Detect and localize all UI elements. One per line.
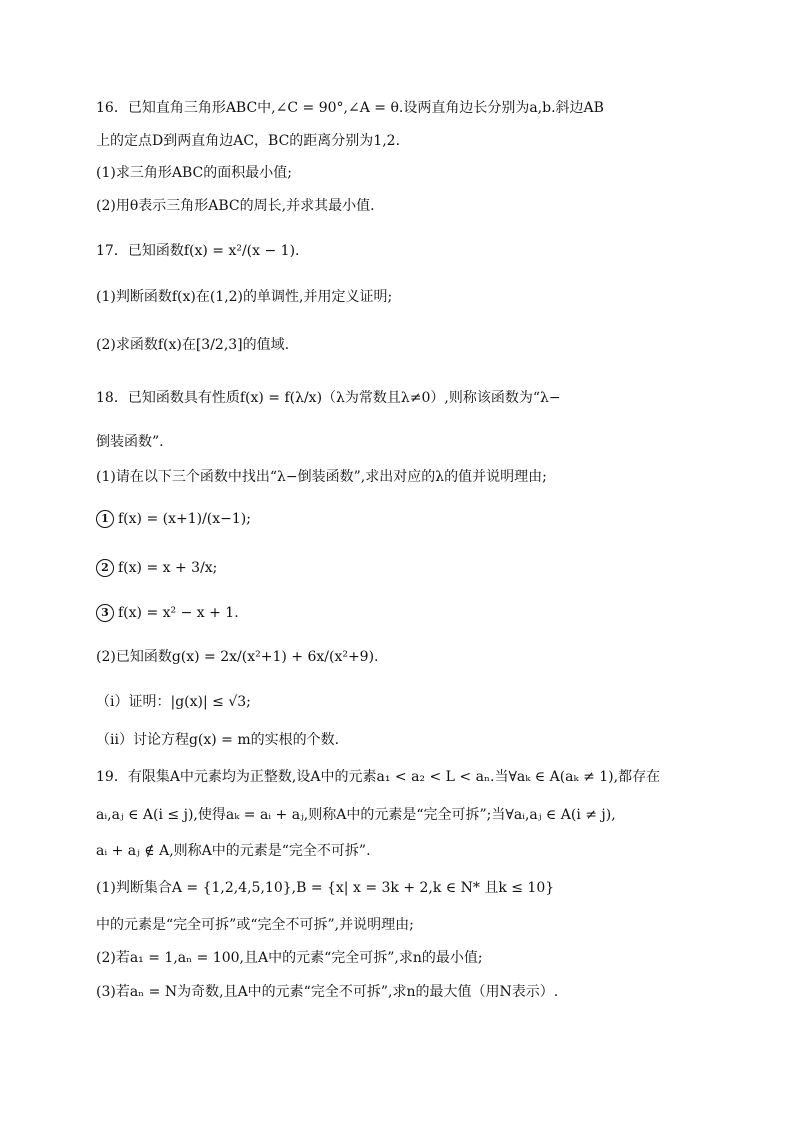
q19-part2: (2)若a₁ = 1,aₙ = 100,且A中的元素“完全可拆”,求n的最小值; xyxy=(96,950,483,966)
q19-part3: (3)若aₙ = N为奇数,且A中的元素“完全不可拆”,求n的最大值（用N表示）. xyxy=(96,984,559,1000)
q18-function-2 xyxy=(96,557,734,579)
q19-line3: aᵢ + aⱼ ∉ A,则称A中的元素是“完全不可拆”. xyxy=(96,843,371,859)
q17-part2: (2)求函数f(x)在[3/2,3]的值域. xyxy=(96,337,290,353)
q18-line2: 倒装函数”. xyxy=(96,434,164,450)
q18-line1: 18．已知函数具有性质f(x) = f(λ/x)（λ为常数且λ≠0）,则称该函数为“λ− xyxy=(96,390,561,406)
q18-function-3 xyxy=(96,602,734,624)
q19-part1-continued: 中的元素是“完全可拆”或“完全不可拆”,并说明理由; xyxy=(96,917,414,933)
circled-number-1: 1 xyxy=(96,510,114,528)
q16-line2: 上的定点D到两直角边AC，BC的距离分别为1,2. xyxy=(96,133,401,149)
q18-part1: (1)请在以下三个函数中找出“λ−倒装函数”,求出对应的λ的值并说明理由; xyxy=(96,469,547,485)
q19-line1: 19．有限集A中元素均为正整数,设A中的元素a₁ < a₂ < L < aₙ.当∀aₖ ∈ A(aₖ ≠ 1),都存在 xyxy=(96,769,661,785)
q18-sub1: （i）证明：|g(x)| ≤ √3; xyxy=(96,694,251,710)
q19-part1: (1)判断集合A = {1,2,4,5,10},B = {x| x = 3k + 2,k ∈ N* 且k ≤ 10} xyxy=(96,880,555,896)
q18-function-1 xyxy=(96,508,734,530)
q16-part1: (1)求三角形ABC的面积最小值; xyxy=(96,165,292,181)
q18-part2: (2)已知函数g(x) = 2x/(x²+1) + 6x/(x²+9). xyxy=(96,649,379,665)
q16-line1: 16．已知直角三角形ABC中,∠C = 90°,∠A = θ.设两直角边长分别为a,b.斜边AB xyxy=(96,100,604,116)
q19-line2: aᵢ,aⱼ ∈ A(i ≤ j),使得aₖ = aᵢ + aⱼ,则称A中的元素是“完全可拆”;当∀aᵢ,aⱼ ∈ A(i ≠ j), xyxy=(96,807,616,823)
q18-sub2: （ii）讨论方程g(x) = m的实根的个数. xyxy=(96,732,340,748)
q17-line1: 17．已知函数f(x) = x²/(x − 1). xyxy=(96,243,300,259)
circled-number-3: 3 xyxy=(96,604,114,622)
q16-part2: (2)用θ表示三角形ABC的周长,并求其最小值. xyxy=(96,198,375,214)
circled-number-2: 2 xyxy=(96,559,114,577)
q18-function-3-text: f(x) = x² − x + 1. xyxy=(118,605,239,621)
q18-function-2-text: f(x) = x + 3/x; xyxy=(118,560,218,576)
q17-part1: (1)判断函数f(x)在(1,2)的单调性,并用定义证明; xyxy=(96,289,393,305)
q18-function-1-text: f(x) = (x+1)/(x−1); xyxy=(118,511,251,527)
